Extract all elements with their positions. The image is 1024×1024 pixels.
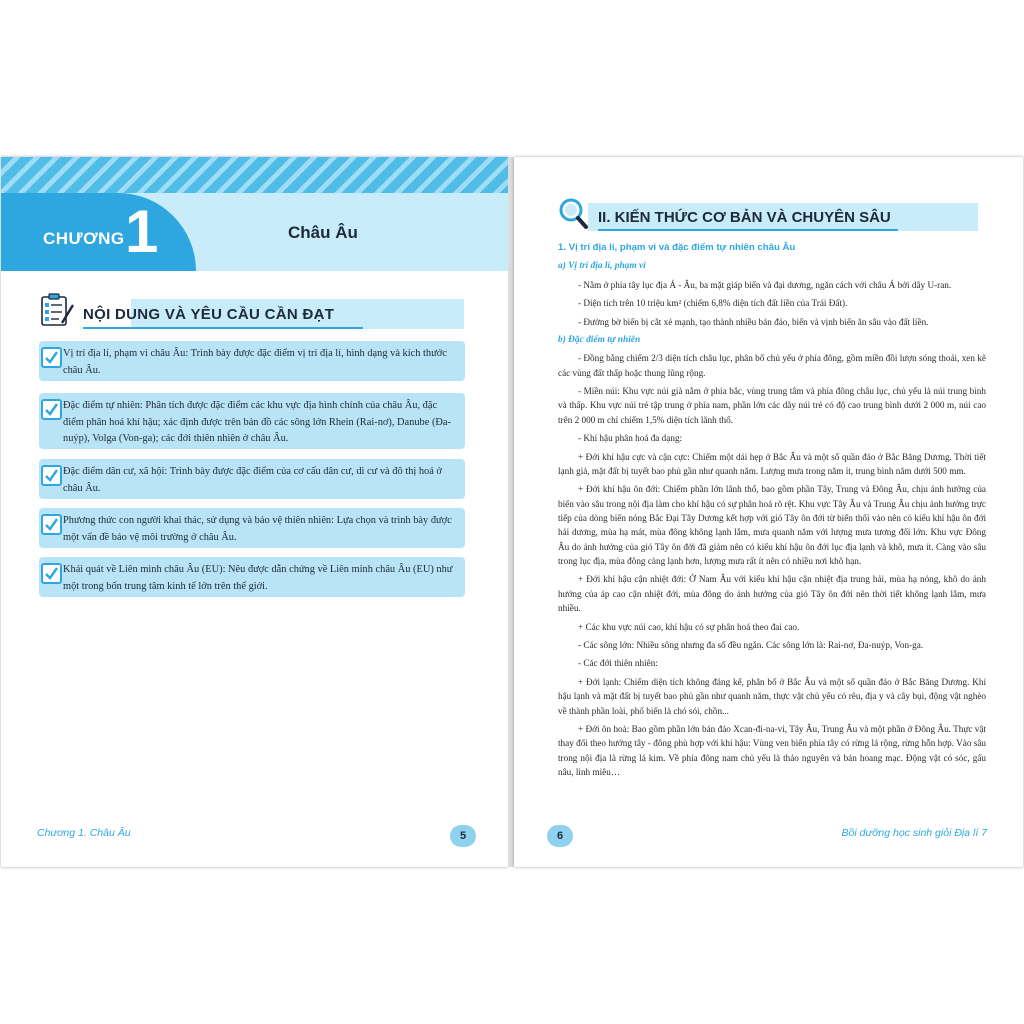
heading-1: 1. Vị trí địa lí, phạm vi và đặc điểm tự nhiên châu Âu — [558, 242, 796, 253]
section-title: II. KIẾN THỨC CƠ BẢN VÀ CHUYÊN SÂU — [598, 209, 891, 226]
header-stripe-band — [1, 157, 508, 193]
section-title: NỘI DUNG VÀ YÊU CẦU CẦN ĐẠT — [83, 306, 335, 323]
requirement-item — [39, 557, 465, 597]
requirement-text: Đặc điểm tự nhiên: Phân tích được đặc điểm các khu vực địa hình chính của châu Âu, đặc điểm phân hoá khí hậu; xác định được trên bản đồ các sông lớn Rhein (Rai-nơ), Danube (Đa-nuýp), Volga (Von-ga); các đới thiên nhiên ở châu Âu. — [63, 400, 451, 444]
checklist-icon — [39, 291, 75, 327]
paragraph: - Nằm ở phía tây lục địa Á - Âu, ba mặt giáp biển và đại dương, ngăn cách với châu Á bởi dãy U-ran. — [578, 279, 952, 290]
page-number-badge: 6 — [547, 825, 573, 847]
section-underline — [598, 229, 898, 231]
page-number-badge: 5 — [450, 825, 476, 847]
subheading-a: a) Vị trí địa lí, phạm vi — [558, 261, 646, 272]
paragraph: + Đới khí hậu cực và cận cực: Chiếm một dải hẹp ở Bắc Âu và một số quần đảo ở Bắc Băng Dương. Thời tiết lạnh giá, mặt đất bị tuyết bao phủ gần như quanh năm. Lượng mưa trong năm ít, trung bình năm dưới 500 mm. — [558, 451, 986, 476]
chapter-number: 1 — [125, 198, 159, 265]
paragraph: - Đường bờ biển bị cắt xẻ mạnh, tạo thành nhiều bán đảo, biển và vịnh biển ăn sâu vào đất liền. — [578, 316, 929, 327]
paragraph: - Diện tích trên 10 triệu km² (chiếm 6,8% diện tích đất liền của Trái Đất). — [578, 298, 848, 309]
requirement-text: Vị trí địa lí, phạm vi châu Âu: Trình bày được đặc điểm vị trí địa lí, hình dạng và kích thước châu Âu. — [63, 348, 447, 376]
magnifier-icon — [558, 197, 588, 229]
checkbox-checked-icon — [41, 465, 62, 486]
knowledge-section-header — [558, 197, 978, 231]
right-page — [514, 157, 1023, 867]
checkbox-checked-icon — [41, 399, 62, 420]
paragraph: + Các khu vực núi cao, khí hậu có sự phân hoá theo đai cao. — [578, 621, 800, 632]
requirement-text: Phương thức con người khai thác, sử dụng và bảo vệ thiên nhiên: Lựa chọn và trình bày được một vấn đề bảo vệ môi trường ở châu Âu. — [63, 515, 452, 543]
checkbox-checked-icon — [41, 347, 62, 368]
section-underline — [83, 327, 363, 329]
requirement-text: Đặc điểm dân cư, xã hội: Trình bày được đặc điểm của cơ cấu dân cư, di cư và đô thị hoá ở châu Âu. — [63, 466, 442, 494]
requirement-text: Khái quát về Liên minh châu Âu (EU): Nêu được dẫn chứng về Liên minh châu Âu (EU) như một trong bốn trung tâm kinh tế lớn trên thế giới. — [63, 564, 453, 592]
paragraph: - Các đới thiên nhiên: — [578, 658, 658, 669]
page-footer: Chương 1. Châu Âu — [37, 827, 131, 839]
left-page — [1, 157, 508, 867]
subheading-b: b) Đặc điểm tự nhiên — [558, 335, 641, 346]
paragraph: + Đới khí hậu cận nhiệt đới: Ở Nam Âu với kiểu khí hậu cận nhiệt địa trung hải, mùa hạ nóng, khô do ảnh hưởng của áp cao cận nhiệt đới, mùa đông do ảnh hưởng của gió Tây ôn đới nên thời tiết không lạnh lắm, mưa nhiều. — [558, 574, 986, 614]
paragraph: + Đới khí hậu ôn đới: Chiếm phần lớn lãnh thổ, bao gồm phần Tây, Trung và Đông Âu, chịu ảnh hưởng của biển vào sâu trong nội địa làm cho khí hậu có sự phân hoá rõ rệt. Khu vực Tây Âu và Trung Âu chịu ảnh hưởng trực tiếp của dòng biển nóng Bắc Đại Tây Dương kết hợp với gió Tây ôn đới từ biển thổi vào nên có kiểu khí hậu ôn đới hải dương, mùa hạ mát, mùa đông không lạnh lắm, mưa quanh năm với lượng mưa tương đối lớn. Khu vực Đông Âu do ảnh hưởng của gió Tây ôn đới đã giảm nên có kiểu khí hậu ôn đới lục địa lạnh và khô, mưa ít. Càng vào sâu trong lục địa, mùa đông càng lạnh hơn, lượng mưa rất ít nên có nhiều nơi khô hạn. — [558, 484, 986, 566]
page-footer: Bồi dưỡng học sinh giỏi Địa lí 7 — [841, 827, 987, 839]
paragraph: + Đới lạnh: Chiếm diện tích không đáng kể, phân bố ở Bắc Âu và một số quần đảo ở Bắc Băng Dương. Khí hậu lạnh và mặt đất bị tuyết bao phủ gần như quanh năm, thực vật chủ yếu có rêu, địa y và cây bụi, động vật nghèo về thành phần loài, phổ biến là chó sói, chồn... — [558, 676, 986, 716]
requirement-item — [39, 459, 465, 499]
paragraph: - Các sông lớn: Nhiều sông nhưng đa số đều ngắn. Các sông lớn là: Rai-nơ, Đa-nuýp, Von-ga. — [578, 640, 924, 650]
paragraph: - Miền núi: Khu vực núi già nằm ở phía bắc, vùng trung tâm và phía đông châu lục, chủ yếu là núi trung bình và thấp. Khu vực núi trẻ tập trung ở phía nam, phần lớn các dãy núi trẻ có độ cao trung bình dưới 2 000 m, núi cao trên 2 000 m chỉ chiếm 1,5% diện tích lãnh thổ. — [558, 386, 986, 425]
chapter-label: CHƯƠNG — [43, 229, 125, 248]
chapter-title: Châu Âu — [288, 223, 358, 242]
paragraph: - Đồng bằng chiếm 2/3 diện tích châu lục, phân bố chủ yếu ở phía đông, gồm miền đồi lượn sóng thoải, xen kẽ các vùng đất thấp hoặc thung lũng rộng. — [558, 353, 986, 378]
requirement-item — [39, 341, 465, 381]
requirements-section-header — [39, 289, 464, 331]
paragraph: + Đới ôn hoà: Bao gồm phần lớn bán đảo Xcan-đi-na-vi, Tây Âu, Trung Âu và một phần ở Đông Âu. Thực vật thay đổi theo hướng tây - đông phù hợp với khí hậu: Vùng ven biển phía tây có rừng lá rộng, rừng hỗn hợp. Vào sâu trong nội địa là rừng lá kim. Về phía đông nam chủ yếu là thảo nguyên và bán hoang mạc. Động vật có sóc, gấu nâu, linh miêu… — [558, 724, 986, 777]
body-text — [558, 241, 986, 783]
checkbox-checked-icon — [41, 514, 62, 535]
paragraph: - Khí hậu phân hoá đa dạng: — [578, 433, 683, 444]
checkbox-checked-icon — [41, 563, 62, 584]
requirement-item — [39, 393, 465, 449]
requirement-item — [39, 508, 465, 548]
